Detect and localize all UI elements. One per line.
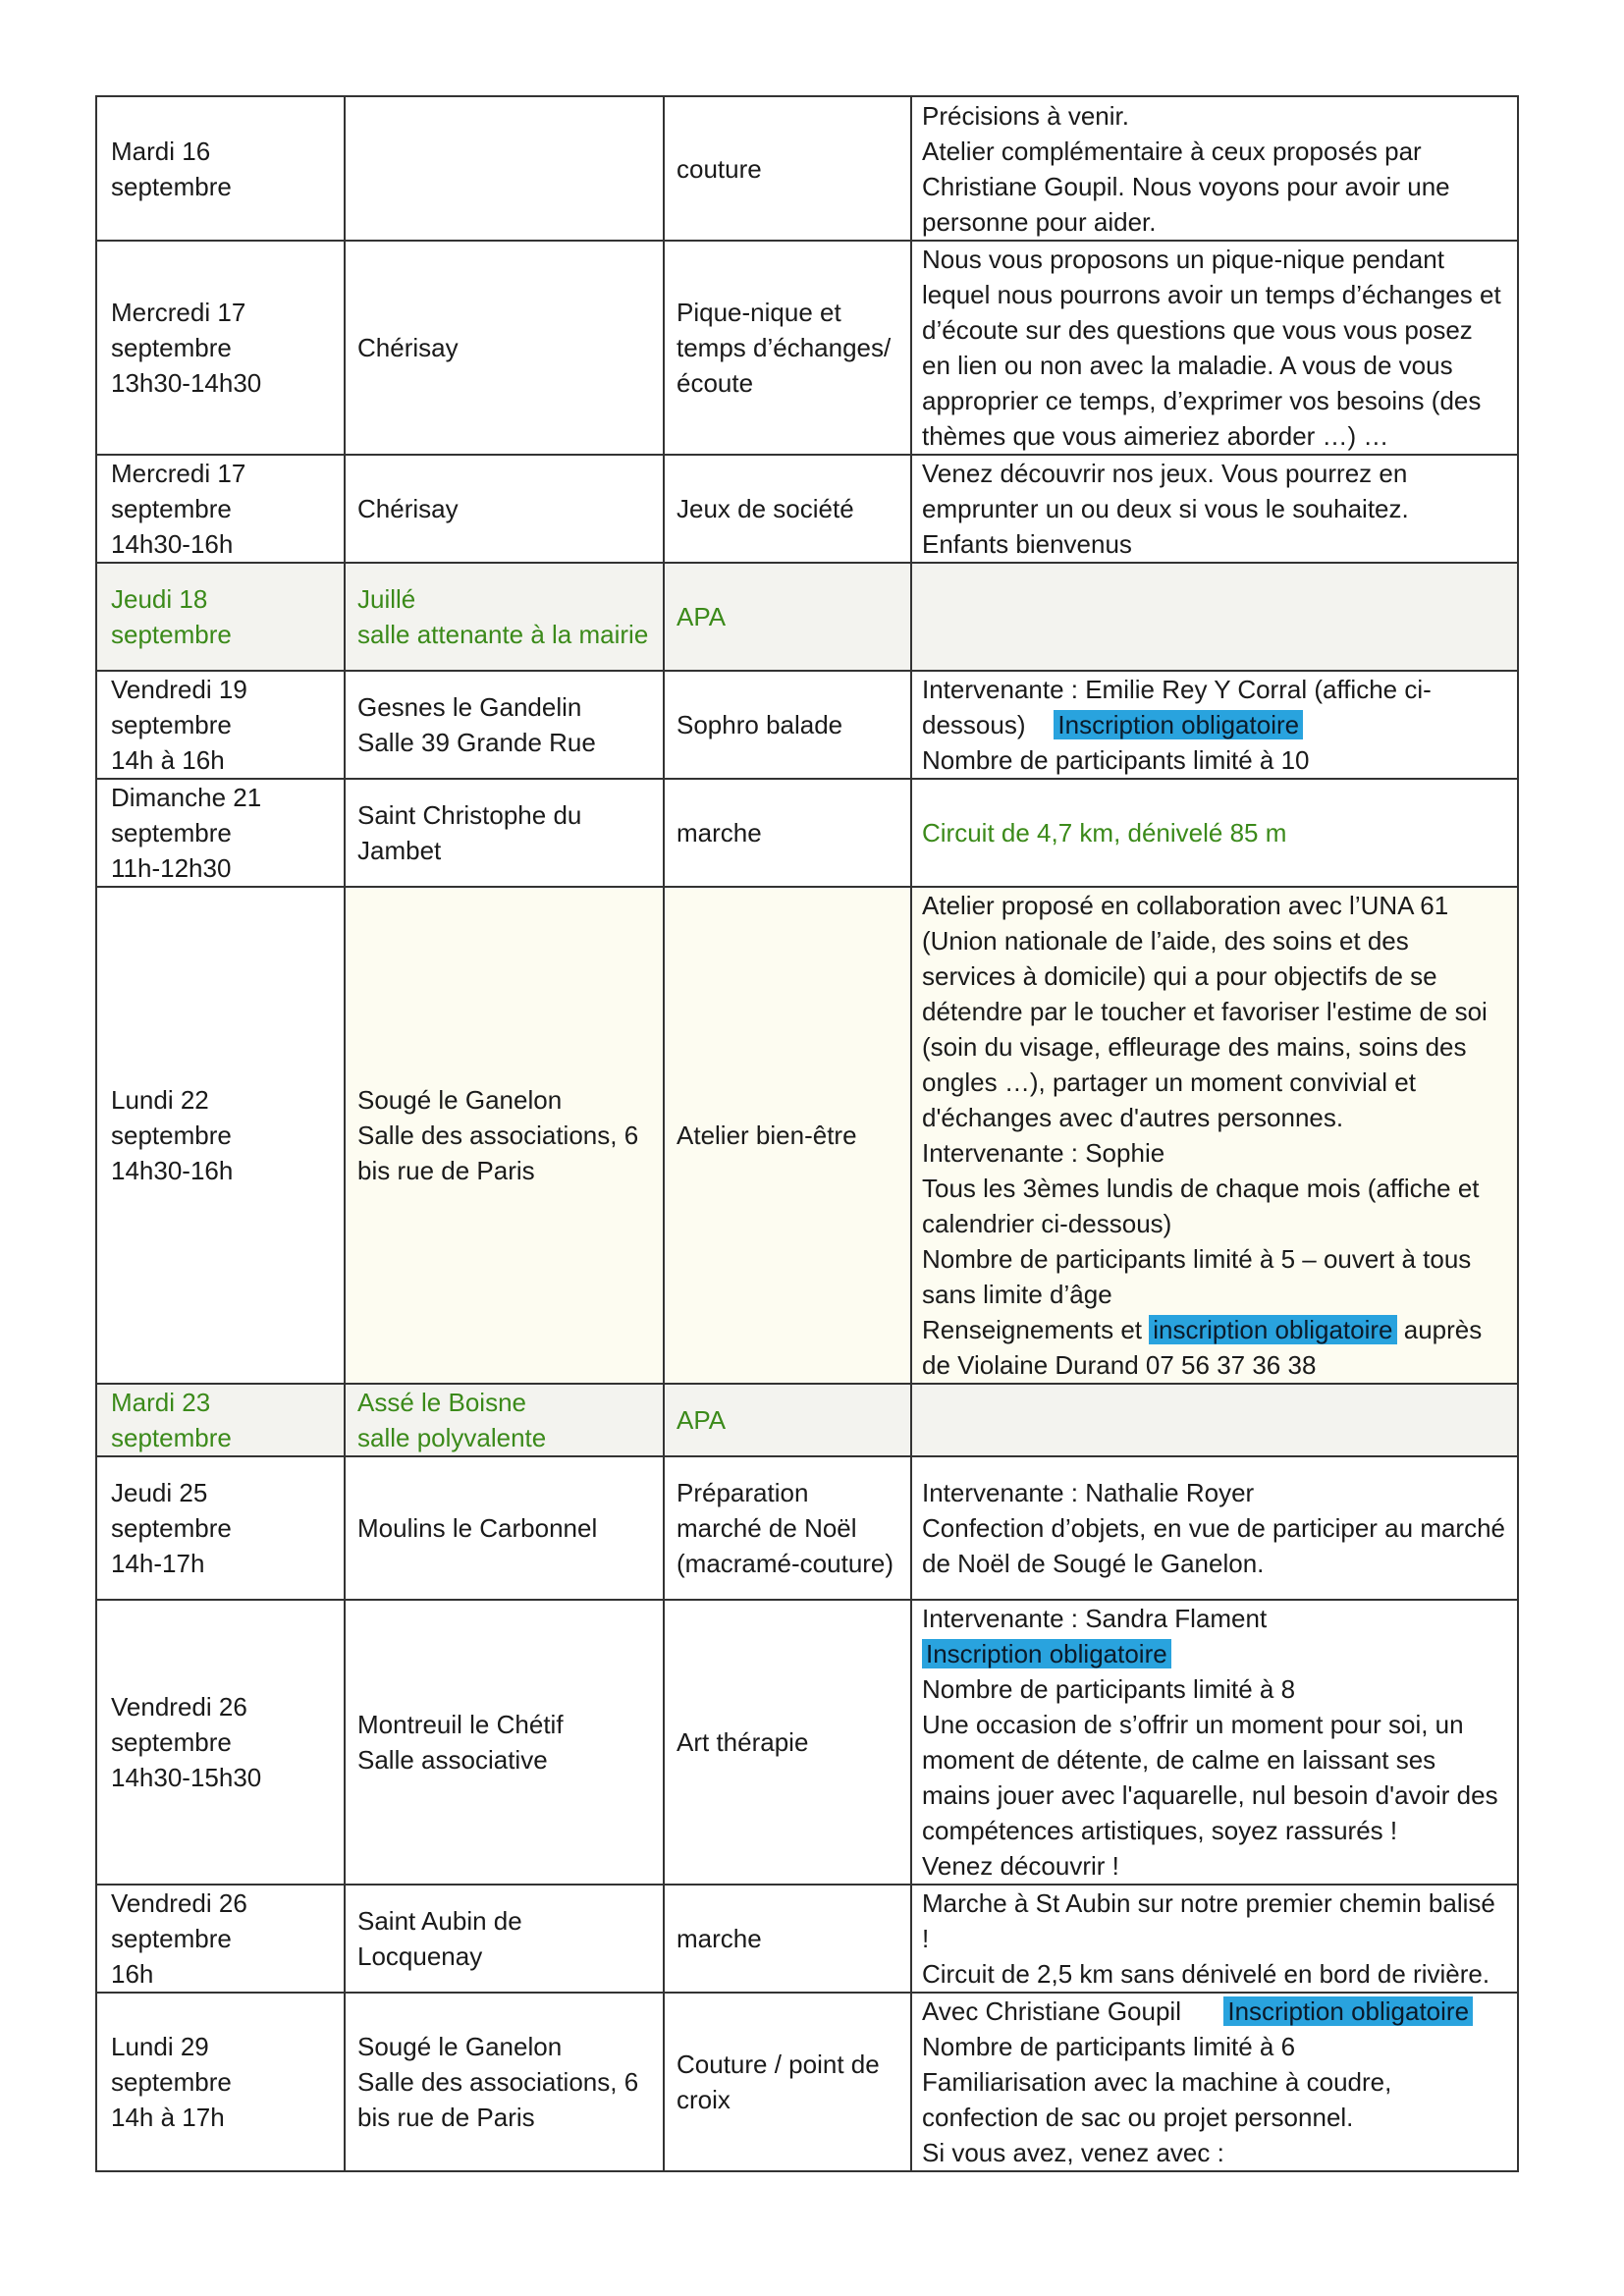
table-row (96, 671, 1518, 779)
activity-cell (664, 1600, 911, 1885)
activity-label: Atelier bien-être (677, 1121, 857, 1150)
date-cell (96, 96, 345, 241)
place-name: Saint Aubin de Locquenay (357, 1906, 522, 1971)
table-row (96, 1384, 1518, 1456)
details-text: Intervenante : Emilie Rey Y Corral (affiche ci-dessous) (922, 675, 1432, 739)
details-cell (911, 241, 1518, 455)
table-row (96, 1456, 1518, 1600)
date-time: 14h à 17h (111, 2103, 225, 2132)
place-name: Montreuil le Chétif (357, 1710, 564, 1739)
date-cell (96, 1993, 345, 2171)
place-room: salle polyvalente (357, 1423, 547, 1452)
date-day: Jeudi 25 (111, 1478, 208, 1507)
place-name: Chérisay (357, 494, 459, 523)
place-cell (345, 779, 664, 887)
details-cell (911, 563, 1518, 671)
details-text: Atelier complémentaire à ceux proposés par Christiane Goupil. Nous voyons pour avoir une personne pour aider. (922, 136, 1450, 237)
date-month: septembre (111, 1924, 232, 1953)
activity-label: Art thérapie (677, 1727, 809, 1757)
activity-label: Couture / point de croix (677, 2050, 880, 2114)
details-text: Intervenante : Nathalie Royer (922, 1478, 1255, 1507)
date-cell (96, 887, 345, 1384)
place-room: Salle des associations, 6 bis rue de Paris (357, 2067, 639, 2132)
table-row (96, 455, 1518, 563)
details-text: Venez découvrir ! (922, 1851, 1119, 1881)
activity-label: marche (677, 818, 762, 847)
place-room: salle attenante à la mairie (357, 620, 649, 649)
date-day: Mercredi 17 (111, 459, 246, 488)
details-text: Nombre de participants limité à 8 (922, 1674, 1296, 1704)
date-cell (96, 1885, 345, 1993)
details-text: Marche à St Aubin sur notre premier chemin balisé ! (922, 1888, 1495, 1953)
date-time: 11h-12h30 (111, 853, 232, 883)
details-text: Précisions à venir. (922, 100, 1129, 131)
date-day: Vendredi 19 (111, 675, 247, 704)
place-name: Saint Christophe du Jambet (357, 800, 582, 865)
activity-label: Pique-nique et temps d’échanges/écoute (677, 298, 892, 398)
activity-cell (664, 1885, 911, 1993)
details-text: Renseignements et (922, 1315, 1143, 1344)
place-cell (345, 563, 664, 671)
place-room: Salle associative (357, 1745, 548, 1775)
details-text: Nous vous proposons un pique-nique pendant lequel nous pourrons avoir un temps d’échanges et d’écoute sur des questions que vous vous posez en lien ou non avec la maladie. A vous de vous approprier ce temps, d’exprimer vos besoins (des thèmes que vous aimeriez aborder …) … (922, 245, 1501, 451)
date-month: septembre (111, 818, 232, 847)
details-cell (911, 1993, 1518, 2171)
details-text: Venez découvrir nos jeux. Vous pourrez en emprunter un ou deux si vous le souhaitez. (922, 459, 1409, 523)
details-cell (911, 1600, 1518, 1885)
registration-required-badge: Inscription obligatoire (1223, 1996, 1473, 2026)
date-time: 14h30-16h (111, 529, 234, 559)
date-day: Lundi 29 (111, 2032, 209, 2061)
activity-label: Jeux de société (677, 494, 854, 523)
date-month: septembre (111, 620, 232, 649)
date-day: Mercredi 17 (111, 298, 246, 327)
activity-label: APA (677, 602, 727, 631)
table-row (96, 779, 1518, 887)
details-cell (911, 1885, 1518, 1993)
details-text: Intervenante : Sophie (922, 1138, 1165, 1168)
activity-cell (664, 455, 911, 563)
date-cell (96, 671, 345, 779)
activity-cell (664, 563, 911, 671)
date-time: 14h à 16h (111, 745, 225, 775)
table-row (96, 887, 1518, 1384)
date-cell (96, 1384, 345, 1456)
date-day: Lundi 22 (111, 1085, 209, 1115)
place-cell (345, 455, 664, 563)
date-month: septembre (111, 1121, 232, 1150)
date-cell (96, 241, 345, 455)
details-text: Nombre de participants limité à 6 (922, 2032, 1296, 2061)
place-cell (345, 1993, 664, 2171)
details-text: Tous les 3èmes lundis de chaque mois (affiche et calendrier ci-dessous) (922, 1174, 1480, 1238)
activity-label: Sophro balade (677, 710, 843, 739)
details-text: Une occasion de s’offrir un moment pour soi, un moment de détente, de calme en laissant ses mains jouer avec l'aquarelle, nul besoin d'avoir des compétences artistiques, soyez rassurés ! (922, 1710, 1498, 1845)
details-cell (911, 1384, 1518, 1456)
details-text: Nombre de participants limité à 10 (922, 745, 1310, 775)
details-cell (911, 455, 1518, 563)
date-time: 16h (111, 1959, 154, 1989)
table-row (96, 241, 1518, 455)
date-time: 14h-17h (111, 1549, 205, 1578)
date-month: septembre (111, 494, 232, 523)
details-text: auprès de Violaine Durand 07 56 37 36 38 (922, 1315, 1483, 1380)
details-text: Familiarisation avec la machine à coudre, confection de sac ou projet personnel. (922, 2067, 1392, 2132)
table-row (96, 563, 1518, 671)
place-cell (345, 1885, 664, 1993)
details-cell (911, 1456, 1518, 1600)
place-name: Sougé le Ganelon (357, 1085, 563, 1115)
place-cell (345, 1456, 664, 1600)
activity-cell (664, 1993, 911, 2171)
date-month: septembre (111, 171, 232, 201)
date-month: septembre (111, 710, 232, 739)
details-text: Si vous avez, venez avec : (922, 2138, 1224, 2167)
date-month: septembre (111, 2067, 232, 2097)
activity-label: Préparation marché de Noël (macramé-couture) (677, 1478, 894, 1578)
details-text: Nombre de participants limité à 5 – ouvert à tous sans limite d’âge (922, 1244, 1472, 1309)
place-name: Chérisay (357, 333, 459, 362)
place-cell (345, 1600, 664, 1885)
date-time: 14h30-15h30 (111, 1763, 262, 1792)
registration-required-badge: Inscription obligatoire (922, 1639, 1171, 1668)
table-row (96, 1600, 1518, 1885)
details-cell (911, 779, 1518, 887)
activity-cell (664, 887, 911, 1384)
activity-cell (664, 1384, 911, 1456)
details-cell (911, 887, 1518, 1384)
place-cell (345, 671, 664, 779)
date-cell (96, 1456, 345, 1600)
details-text: Circuit de 2,5 km sans dénivelé en bord de rivière. (922, 1959, 1490, 1989)
place-name: Sougé le Ganelon (357, 2032, 563, 2061)
activity-label: marche (677, 1924, 762, 1953)
activity-cell (664, 1456, 911, 1600)
date-time: 13h30-14h30 (111, 368, 262, 398)
activity-cell (664, 241, 911, 455)
place-cell (345, 887, 664, 1384)
date-month: septembre (111, 1513, 232, 1543)
registration-required-badge: Inscription obligatoire (1054, 710, 1303, 739)
date-cell (96, 1600, 345, 1885)
details-text: Confection d’objets, en vue de participer au marché de Noël de Sougé le Ganelon. (922, 1513, 1506, 1578)
date-month: septembre (111, 1727, 232, 1757)
date-day: Mardi 16 (111, 136, 211, 166)
activity-label: APA (677, 1405, 727, 1435)
place-name: Juillé (357, 584, 416, 614)
activity-cell (664, 779, 911, 887)
place-name: Gesnes le Gandelin (357, 692, 582, 722)
activity-cell (664, 671, 911, 779)
place-cell (345, 96, 664, 241)
date-day: Jeudi 18 (111, 584, 208, 614)
place-name: Assé le Boisne (357, 1388, 526, 1417)
date-day: Mardi 23 (111, 1388, 211, 1417)
activity-cell (664, 96, 911, 241)
registration-required-badge: inscription obligatoire (1149, 1315, 1396, 1344)
date-time: 14h30-16h (111, 1156, 234, 1185)
place-name: Moulins le Carbonnel (357, 1513, 598, 1543)
date-cell (96, 779, 345, 887)
details-text: Enfants bienvenus (922, 529, 1132, 559)
details-text: Intervenante : Sandra Flament (922, 1604, 1268, 1633)
details-text: Avec Christiane Goupil (922, 1996, 1181, 2026)
details-text: Circuit de 4,7 km, dénivelé 85 m (922, 818, 1287, 847)
place-room: Salle des associations, 6 bis rue de Paris (357, 1121, 639, 1185)
date-day: Dimanche 21 (111, 783, 262, 812)
table-row (96, 1885, 1518, 1993)
activity-label: couture (677, 153, 762, 184)
table-row (96, 1993, 1518, 2171)
date-month: septembre (111, 333, 232, 362)
details-cell (911, 96, 1518, 241)
date-cell (96, 455, 345, 563)
place-cell (345, 1384, 664, 1456)
details-cell (911, 671, 1518, 779)
details-text: Atelier proposé en collaboration avec l’UNA 61 (Union nationale de l’aide, des soins et des services à domicile) qui a pour objectifs de se détendre par le toucher et favoriser l'estime de soi (soin du visage, effleurage des mains, soins des ongles …), partager un moment convivial et d'échanges avec d'autres personnes. (922, 891, 1488, 1132)
date-month: septembre (111, 1423, 232, 1452)
date-day: Vendredi 26 (111, 1692, 247, 1722)
date-day: Vendredi 26 (111, 1888, 247, 1918)
date-cell (96, 563, 345, 671)
place-room: Salle 39 Grande Rue (357, 728, 596, 757)
schedule-table (95, 95, 1519, 2172)
place-cell (345, 241, 664, 455)
table-row (96, 96, 1518, 241)
